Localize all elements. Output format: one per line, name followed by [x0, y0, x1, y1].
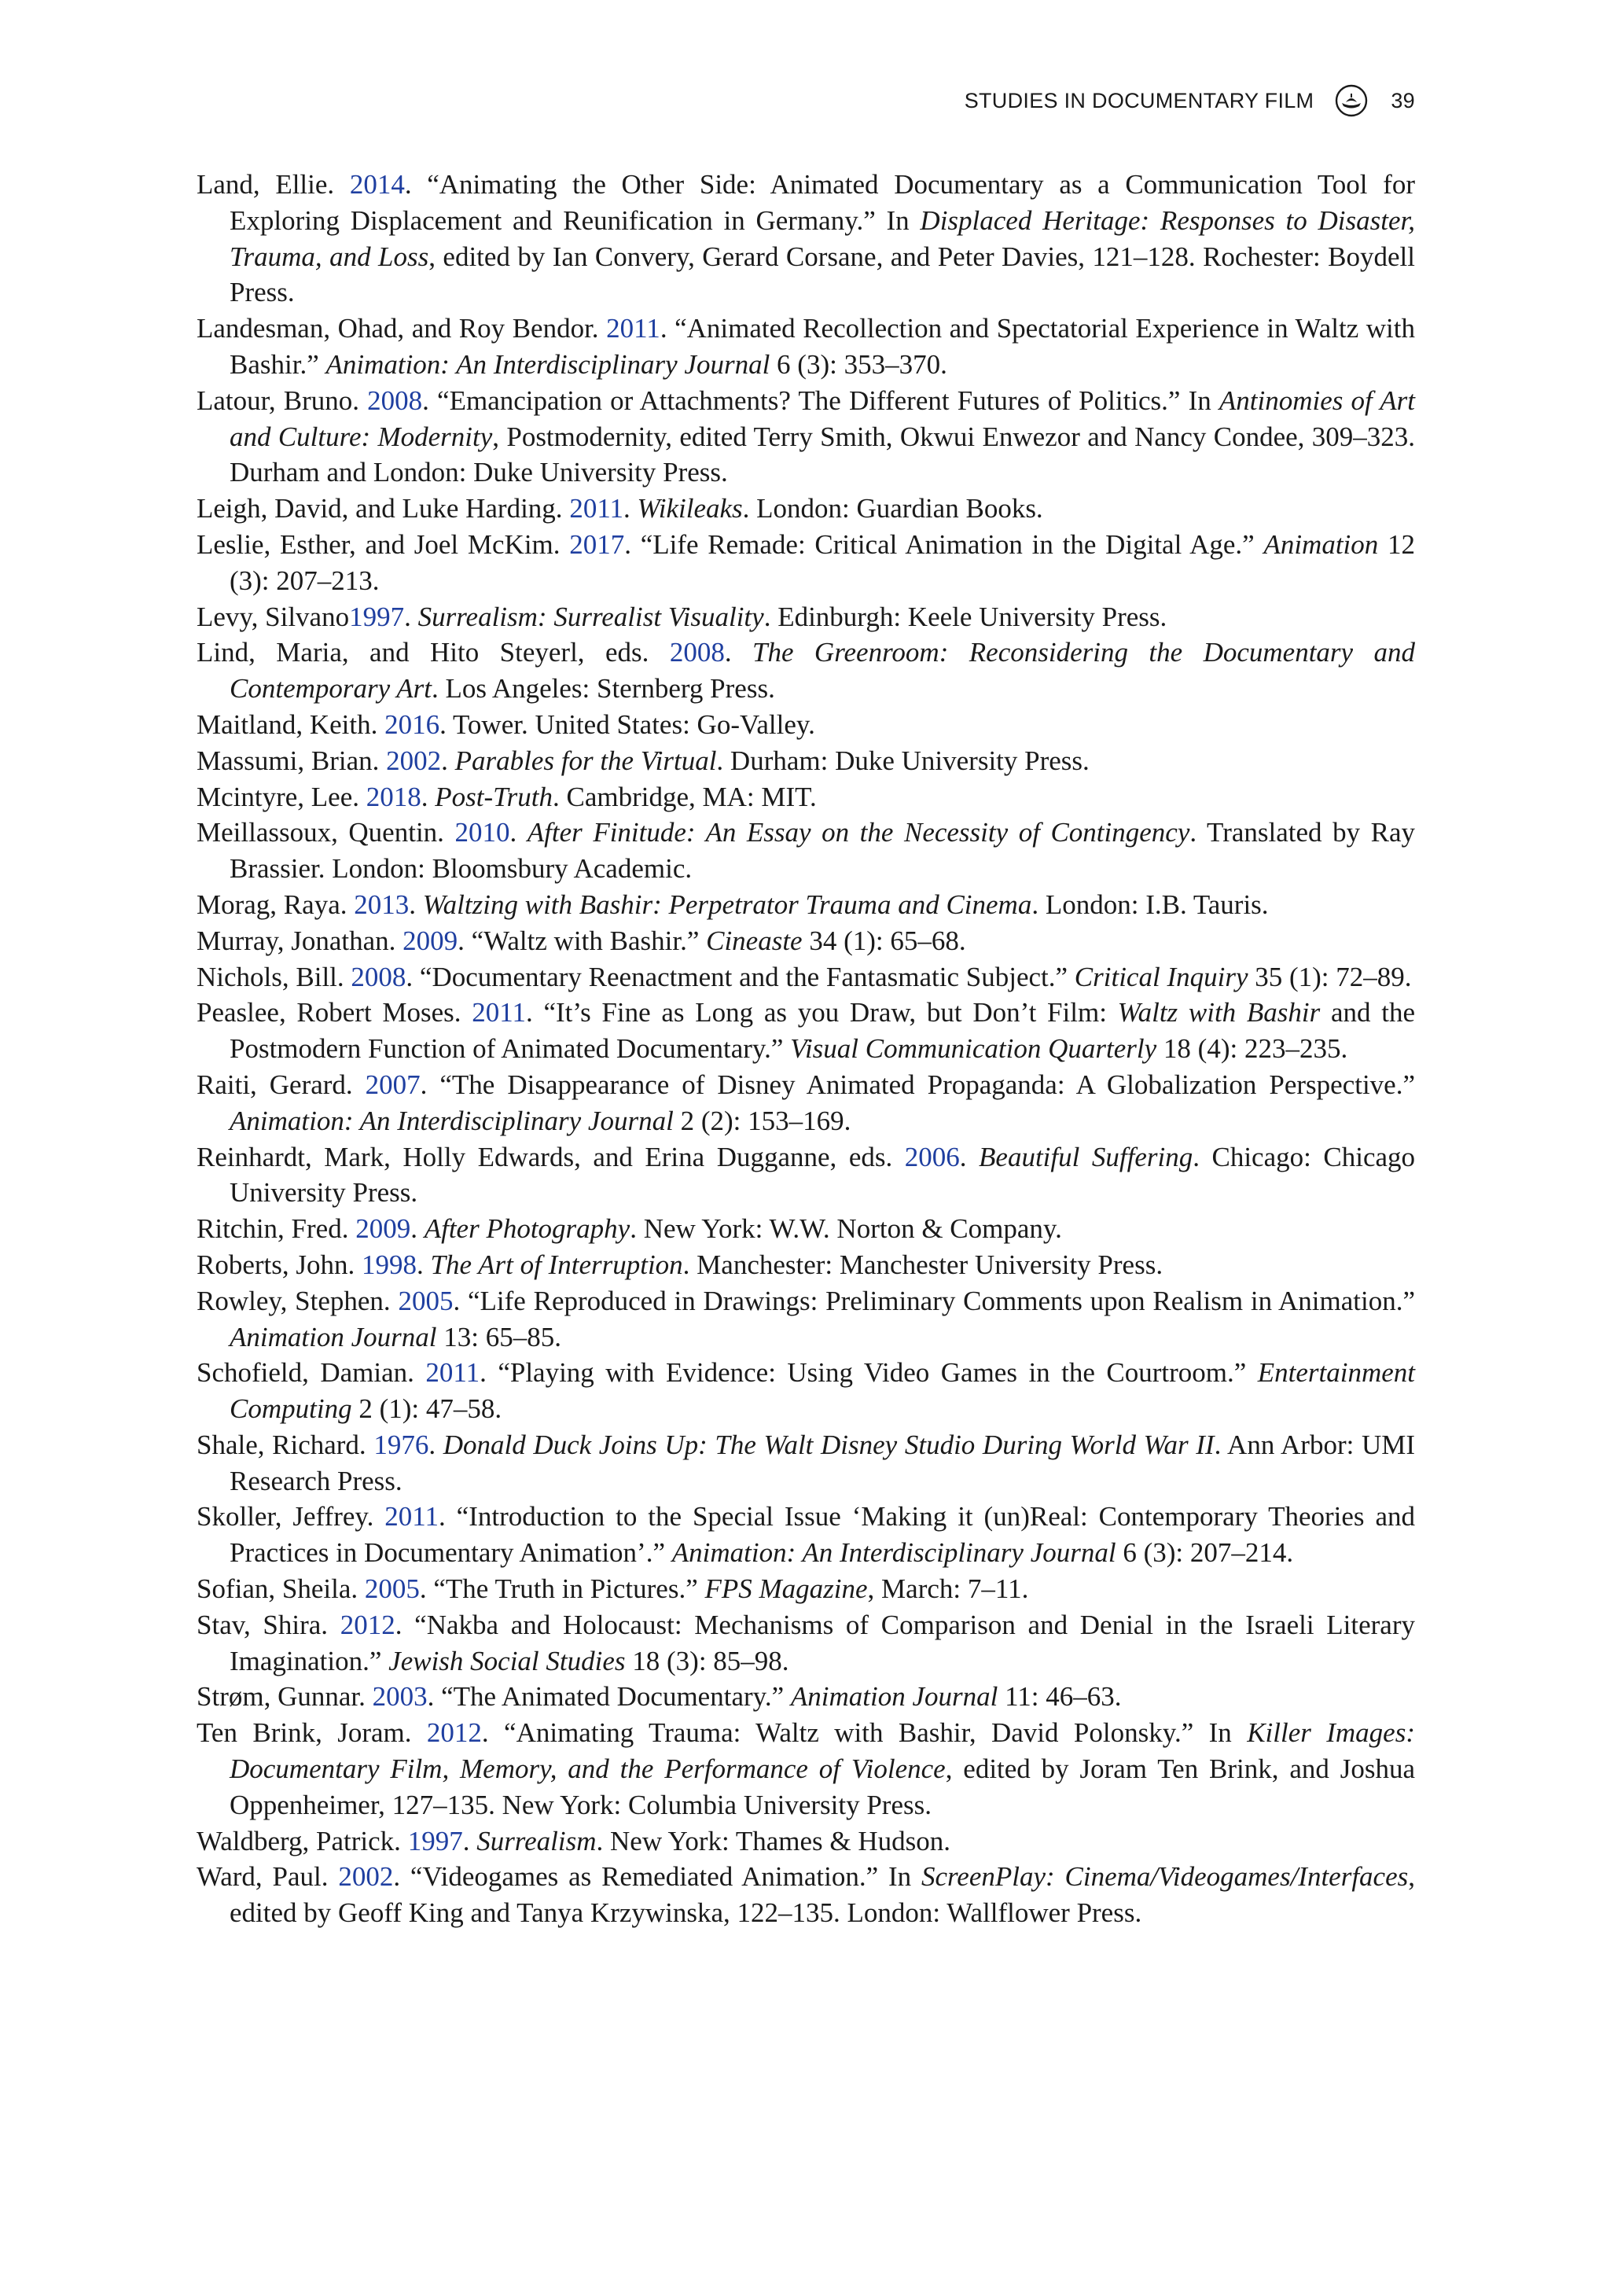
reference-text: 18 (3): 85–98.	[625, 1645, 789, 1676]
reference-year-link[interactable]: 2011	[425, 1357, 480, 1389]
reference-title-italic: Critical Inquiry	[1074, 961, 1248, 992]
journal-title: STUDIES IN DOCUMENTARY FILM	[964, 88, 1314, 112]
reference-text: Skoller, Jeffrey.	[197, 1501, 385, 1533]
reference-title-italic: Visual Communication Quarterly	[790, 1033, 1157, 1065]
reference-title-italic: Animation Journal	[230, 1321, 437, 1352]
reference-text: 13: 65–85.	[436, 1321, 561, 1352]
reference-entry	[197, 1859, 1415, 1931]
reference-text: 35 (1): 72–89.	[1248, 961, 1412, 992]
reference-text: . Ann Arbor: UMI Research Press.	[230, 1429, 1416, 1496]
reference-text: Stav, Shira.	[197, 1609, 340, 1640]
reference-text: .	[509, 817, 527, 848]
reference-title-italic: Donald Duck Joins Up: The Walt Disney Studio During World War II	[443, 1429, 1215, 1460]
reference-text: Latour, Bruno.	[197, 385, 368, 416]
reference-title-italic: Animation: An Interdisciplinary Journal	[325, 348, 770, 380]
reference-text: , edited by Geoff King and Tanya Krzywinska, 122–135. London: Wallflower Press.	[230, 1861, 1415, 1929]
reference-entry	[197, 1715, 1415, 1823]
reference-year-link[interactable]: 2008	[351, 961, 406, 992]
reference-year-link[interactable]: 2013	[354, 889, 410, 920]
reference-text: .	[724, 637, 752, 668]
reference-text: Murray, Jonathan.	[197, 925, 403, 956]
reference-text: , edited by Joram Ten Brink, and Joshua Oppenheimer, 127–135. New York: Columbia University Press.	[230, 1753, 1415, 1820]
reference-text: Leslie, Esther, and Joel McKim.	[197, 528, 570, 560]
reference-title-italic: The Greenroom: Reconsidering the Documentary and Contemporary Art	[230, 637, 1416, 705]
reference-text: Maitland, Keith.	[197, 708, 385, 740]
reference-year-link[interactable]: 2017	[569, 528, 625, 560]
reference-text: . “Videogames as Remediated Animation.” In	[393, 1861, 921, 1893]
reference-text: Ritchin, Fred.	[197, 1213, 356, 1245]
reference-text: 2 (2): 153–169.	[673, 1105, 851, 1136]
reference-text: .	[409, 889, 423, 920]
reference-entry	[197, 779, 1415, 815]
reference-title-italic: Parables for the Virtual	[454, 745, 717, 776]
reference-year-link[interactable]: 2012	[340, 1609, 395, 1640]
reference-text: Morag, Raya.	[197, 889, 355, 920]
reference-year-link[interactable]: 2005	[364, 1573, 420, 1605]
reference-text: . London: Guardian Books.	[742, 493, 1043, 524]
reference-text: 12 (3): 207–213.	[230, 528, 1415, 596]
reference-text: 34 (1): 65–68.	[802, 925, 966, 956]
reference-entry	[197, 1139, 1415, 1212]
reference-text: .	[959, 1141, 980, 1172]
reference-text: and the Postmodern Function of Animated Documentary.”	[230, 997, 1415, 1065]
reference-entry	[197, 383, 1415, 491]
reference-text: . Cambridge, MA: MIT.	[553, 781, 817, 812]
reference-title-italic: Killer Images: Documentary Film, Memory, and the Performance of Violence	[230, 1717, 1415, 1785]
reference-text: Strøm, Gunnar.	[197, 1681, 373, 1713]
reference-entry	[197, 815, 1415, 887]
reference-title-italic: Animation Journal	[790, 1681, 998, 1713]
reference-year-link[interactable]: 2008	[669, 637, 725, 668]
reference-year-link[interactable]: 2011	[606, 313, 660, 344]
reference-text: . “Animated Recollection and Spectatorial Experience in Waltz with Bashir.”	[230, 313, 1416, 380]
reference-entry	[197, 887, 1415, 923]
reference-text: Land, Ellie.	[197, 169, 350, 200]
reference-year-link[interactable]: 2002	[338, 1861, 394, 1893]
reference-year-link[interactable]: 2003	[372, 1681, 428, 1713]
reference-entry	[197, 1607, 1415, 1680]
reference-title-italic: Surrealism: Surrealist Visuality	[417, 601, 764, 632]
reference-entry	[197, 491, 1415, 527]
reference-year-link[interactable]: 1997	[407, 1825, 463, 1856]
reference-entry	[197, 1427, 1415, 1499]
reference-entry	[197, 1499, 1415, 1571]
reference-text: 2 (1): 47–58.	[351, 1393, 502, 1425]
reference-entry	[197, 1571, 1415, 1607]
reference-text: 18 (4): 223–235.	[1156, 1033, 1348, 1065]
reference-year-link[interactable]: 2010	[454, 817, 510, 848]
reference-year-link[interactable]: 2016	[384, 708, 440, 740]
reference-year-link[interactable]: 2008	[367, 385, 423, 416]
reference-year-link[interactable]: 2005	[398, 1285, 454, 1316]
reference-title-italic: Antinomies of Art and Culture: Modernity	[230, 385, 1415, 452]
reference-text: , Postmodernity, edited Terry Smith, Okwui Enwezor and Nancy Condee, 309–323. Durham and London: Duke University Press.	[230, 421, 1415, 488]
reference-text: . Tower. United States: Go-Valley.	[439, 708, 815, 740]
reference-year-link[interactable]: 2011	[472, 997, 526, 1028]
reference-title-italic: Animation: An Interdisciplinary Journal	[230, 1105, 674, 1136]
reference-text: Schofield, Damian.	[197, 1357, 426, 1389]
reference-text: .	[428, 1429, 443, 1460]
reference-entry	[197, 923, 1415, 959]
reference-entry	[197, 1247, 1415, 1283]
reference-entry	[197, 743, 1415, 779]
reference-entry	[197, 959, 1415, 995]
reference-title-italic: Animation: An Interdisciplinary Journal	[671, 1537, 1116, 1569]
reference-text: . London: I.B. Tauris.	[1031, 889, 1269, 920]
reference-text: . Los Angeles: Sternberg Press.	[432, 673, 775, 705]
reference-entry	[197, 707, 1415, 743]
reference-text: Raiti, Gerard.	[197, 1069, 366, 1100]
reference-year-link[interactable]: 2006	[904, 1141, 960, 1172]
reference-year-link[interactable]: 2012	[426, 1717, 482, 1749]
reference-text: Mcintyre, Lee.	[197, 781, 366, 812]
reference-text: . “Life Remade: Critical Animation in the Digital Age.”	[624, 528, 1264, 560]
reference-text: .	[421, 781, 436, 812]
reference-title-italic: After Photography	[424, 1213, 630, 1245]
reference-text: , March: 7–11.	[867, 1573, 1029, 1605]
page-number: 39	[1391, 88, 1415, 112]
reference-text: . “Life Reproduced in Drawings: Preliminary Comments upon Realism in Animation.”	[453, 1285, 1415, 1316]
reference-title-italic: FPS Magazine	[704, 1573, 868, 1605]
reference-title-italic: The Art of Interruption	[430, 1249, 683, 1280]
reference-text: .	[623, 493, 638, 524]
reference-text: Waldberg, Patrick.	[197, 1825, 408, 1856]
reference-title-italic: Jewish Social Studies	[388, 1645, 626, 1676]
reference-text: Roberts, John.	[197, 1249, 362, 1280]
reference-entry	[197, 1823, 1415, 1860]
reference-text: .	[417, 1249, 431, 1280]
reference-text: . “It’s Fine as Long as you Draw, but Don’t Film:	[525, 997, 1118, 1028]
reference-year-link[interactable]: 2009	[402, 925, 458, 956]
reference-title-italic: Animation	[1263, 528, 1379, 560]
reference-year-link[interactable]: 2011	[569, 493, 624, 524]
reference-title-italic: Displaced Heritage: Responses to Disaster, Trauma, and Loss	[230, 204, 1415, 272]
reference-year-link[interactable]: 1976	[373, 1429, 429, 1460]
reference-text: . Translated by Ray Brassier. London: Bloomsbury Academic.	[230, 817, 1415, 885]
reference-year-link[interactable]: 2002	[386, 745, 442, 776]
reference-title-italic: Beautiful Suffering	[979, 1141, 1193, 1172]
reference-entry	[197, 1355, 1415, 1427]
reference-text: . “Documentary Reenactment and the Fantasmatic Subject.”	[406, 961, 1075, 992]
reference-title-italic: Wikileaks	[637, 493, 743, 524]
reference-entry	[197, 311, 1415, 383]
reference-list	[197, 167, 1415, 1931]
reference-text: Rowley, Stephen.	[197, 1285, 399, 1316]
reference-text: . “The Truth in Pictures.”	[419, 1573, 705, 1605]
reference-text: . “The Animated Documentary.”	[427, 1681, 791, 1713]
reference-text: Ten Brink, Joram.	[197, 1717, 427, 1749]
reference-text: . “Emancipation or Attachments? The Different Futures of Politics.” In	[422, 385, 1219, 416]
reference-text: Levy, Silvano	[197, 601, 350, 632]
reference-text: .	[410, 1213, 425, 1245]
reference-text: . Manchester: Manchester University Press.	[682, 1249, 1163, 1280]
reference-text: . “Nakba and Holocaust: Mechanisms of Comparison and Denial in the Israeli Literary Imagination.”	[230, 1609, 1415, 1676]
reference-entry	[197, 167, 1415, 311]
reference-text: . Chicago: Chicago University Press.	[230, 1141, 1416, 1209]
reference-text: .	[441, 745, 455, 776]
reference-text: Leigh, David, and Luke Harding.	[197, 493, 570, 524]
reference-entry	[197, 1211, 1415, 1247]
reference-text: . Edinburgh: Keele University Press.	[763, 601, 1167, 632]
reference-entry	[197, 635, 1415, 707]
reference-text: Ward, Paul.	[197, 1861, 339, 1893]
reference-year-link[interactable]: 2014	[349, 169, 405, 200]
reference-year-link[interactable]: 2009	[355, 1213, 411, 1245]
reference-text: . New York: W.W. Norton & Company.	[630, 1213, 1062, 1245]
reference-text: , edited by Ian Convery, Gerard Corsane, and Peter Davies, 121–128. Rochester: Boydell Press.	[230, 241, 1415, 308]
reference-text: Landesman, Ohad, and Roy Bendor.	[197, 313, 607, 344]
running-head	[786, 85, 1415, 116]
reference-text: Nichols, Bill.	[197, 961, 351, 992]
reference-year-link[interactable]: 1998	[362, 1249, 417, 1280]
reference-entry	[197, 1283, 1415, 1356]
reference-entry	[197, 995, 1415, 1067]
reference-text: . “Introduction to the Special Issue ‘Making it (un)Real: Contemporary Theories and Practices in Documentary Animation’.”	[230, 1501, 1416, 1569]
reference-title-italic: ScreenPlay: Cinema/Videogames/Interfaces	[921, 1861, 1409, 1893]
reference-text: Meillassoux, Quentin.	[197, 817, 455, 848]
reference-text: Shale, Richard.	[197, 1429, 374, 1460]
reference-year-link[interactable]: 2007	[365, 1069, 421, 1100]
reference-text: Massumi, Brian.	[197, 745, 387, 776]
reference-title-italic: Post-Truth	[435, 781, 553, 812]
reference-entry	[197, 599, 1415, 635]
reference-title-italic: Waltz with Bashir	[1117, 997, 1321, 1028]
reference-title-italic: After Finitude: An Essay on the Necessity of Contingency	[527, 817, 1190, 848]
reference-text: Peaslee, Robert Moses.	[197, 997, 472, 1028]
reference-year-link[interactable]: 2011	[384, 1501, 439, 1533]
reference-title-italic: Surrealism	[476, 1825, 597, 1856]
reference-year-link[interactable]: 1997	[349, 601, 405, 632]
reference-text: . “Animating Trauma: Waltz with Bashir, David Polonsky.” In	[481, 1717, 1248, 1749]
reference-text: . “Playing with Evidence: Using Video Games in the Courtroom.”	[480, 1357, 1258, 1389]
reference-entry	[197, 527, 1415, 599]
reference-text: .	[462, 1825, 477, 1856]
reference-title-italic: Waltzing with Bashir: Perpetrator Trauma and Cinema	[422, 889, 1032, 920]
reference-text: Lind, Maria, and Hito Steyerl, eds.	[197, 637, 670, 668]
reference-title-italic: Cineaste	[706, 925, 803, 956]
reference-text: Sofian, Sheila.	[197, 1573, 365, 1605]
reference-text: 6 (3): 353–370.	[770, 348, 947, 380]
reference-text: 6 (3): 207–214.	[1116, 1537, 1294, 1569]
reference-text: Reinhardt, Mark, Holly Edwards, and Erina Dugganne, eds.	[197, 1141, 905, 1172]
reference-entry	[197, 1679, 1415, 1715]
reference-entry	[197, 1067, 1415, 1139]
reference-text: . “Animating the Other Side: Animated Documentary as a Communication Tool for Exploring Displacement and Reunification in Germany.” In	[230, 169, 1415, 236]
reference-year-link[interactable]: 2018	[366, 781, 421, 812]
reference-text: . “Waltz with Bashir.”	[458, 925, 707, 956]
reference-text: .	[404, 601, 418, 632]
reference-text: . New York: Thames & Hudson.	[596, 1825, 950, 1856]
journal-logo-icon	[1334, 83, 1369, 118]
reference-text: . “The Disappearance of Disney Animated Propaganda: A Globalization Perspective.”	[420, 1069, 1415, 1100]
reference-title-italic: Entertainment Computing	[230, 1357, 1415, 1425]
reference-text: 11: 46–63.	[998, 1681, 1122, 1713]
reference-text: . Durham: Duke University Press.	[716, 745, 1090, 776]
